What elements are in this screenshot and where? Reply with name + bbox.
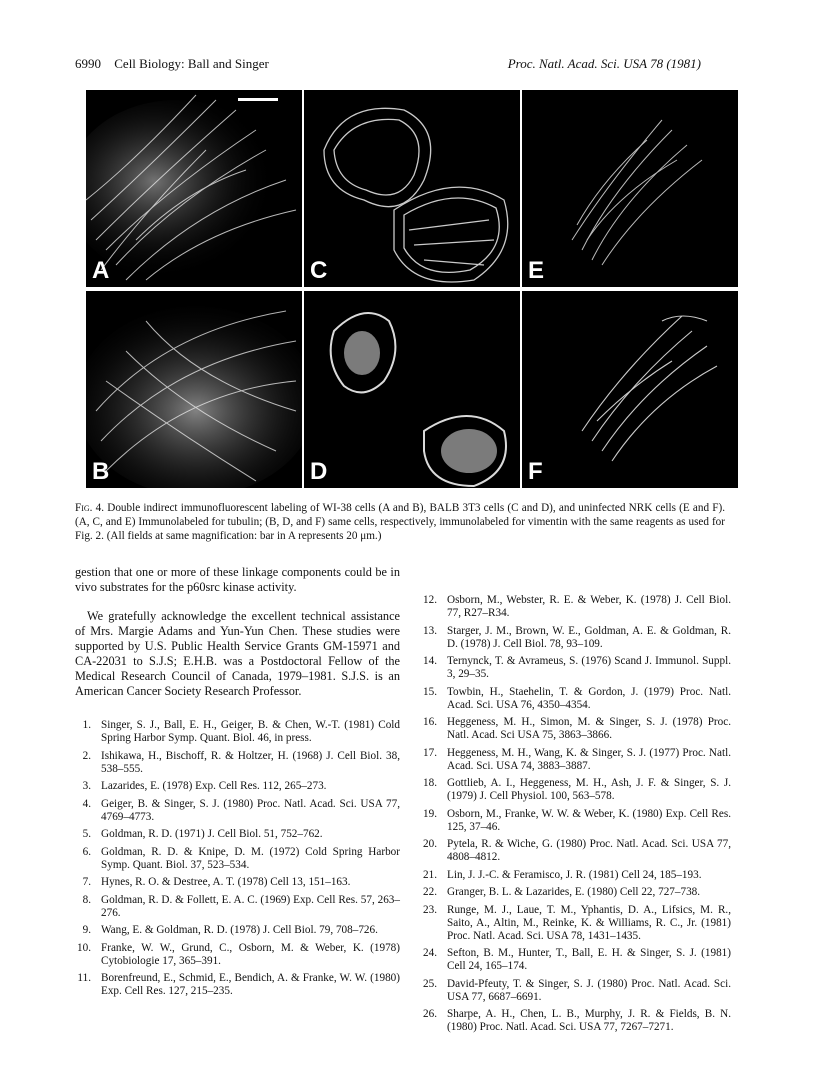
caption-text: Double indirect immunofluorescent labeling of WI-38 cells (A and B), BALB 3T3 cells (C and D), and uninfected NRK cells (E and F). (A, C, and E) Immunolabeled for tubulin; (B, D, and F) same cells, respectively, immunolabeled for vimentin with the same reagents as used for Fig. 2. (All fields at same magnification: bar in A represents 20 μm.) [75, 502, 725, 542]
figure-4 [86, 90, 738, 488]
fibrous-cell-image [522, 90, 738, 287]
fibrous-cell-image [522, 291, 738, 488]
reference-item: 10. Franke, W. W., Grund, C., Osborn, M. & Weber, K. (1978) Cytobiologie 17, 365–391. [77, 941, 400, 967]
figure-label: Fig. 4. [75, 502, 105, 514]
left-column [75, 565, 400, 1003]
reference-list [421, 594, 731, 1034]
reference-item: 5. Goldman, R. D. (1971) J. Cell Biol. 51, 752–762. [82, 828, 323, 840]
panel-e-micrograph [522, 90, 738, 287]
cell-outline-image [304, 90, 520, 287]
reference-item: 12. Osborn, M., Webster, R. E. & Weber, K. (1978) J. Cell Biol. 77, R27–R34. [423, 594, 731, 619]
reference-item: 24. Sefton, B. M., Hunter, T., Ball, E. H. & Singer, S. J. (1981) Cell 24, 165–174. [423, 947, 731, 972]
reference-item: 19. Osborn, M., Franke, W. W. & Weber, K. (1980) Exp. Cell Res. 125, 37–46. [423, 807, 731, 833]
panel-a-micrograph [86, 90, 302, 287]
running-header [75, 56, 701, 74]
acknowledgment-paragraph: We gratefully acknowledge the excellent technical assistance of Mrs. Margie Adams and Yun-Yun Chen. These studies were supported by U.S. Public Health Service Grants GM-15971 and CA-22031 to S.J.S; E.H.B. was a Postdoctoral Fellow of the Medical Research Council of Canada, 1979–1981. S.J.S. is an American Cancer Society Research Professor. [75, 609, 400, 698]
reference-item: 6. Goldman, R. D. & Knipe, D. M. (1972) Cold Spring Harbor Symp. Quant. Biol. 37, 523–534. [82, 845, 400, 871]
reference-item: 13. Starger, J. M., Brown, W. E., Goldman, A. E. & Goldman, R. D. (1978) J. Cell Biol. 78, 93–109. [423, 624, 731, 650]
page-number: 6990 [75, 56, 101, 71]
panel-label: C [310, 257, 328, 284]
cell-outline-image [304, 291, 520, 488]
reference-item: 22. Granger, B. L. & Lazarides, E. (1980) Cell 22, 727–738. [423, 886, 701, 898]
reference-item: 17. Heggeness, M. H., Wang, K. & Singer, S. J. (1977) Proc. Natl. Acad. Sci. USA 74, 3883–3887. [423, 746, 731, 772]
reference-item: 26. Sharpe, A. H., Chen, L. B., Murphy, J. R. & Fields, B. N. (1980) Proc. Natl. Acad. Sci. USA 77, 7267–7271. [423, 1008, 731, 1033]
fibrous-cell-image [86, 90, 302, 287]
reference-item: 9. Wang, E. & Goldman, R. D. (1978) J. Cell Biol. 79, 708–726. [82, 924, 378, 936]
continuation-paragraph: gestion that one or more of these linkage components could be in vivo substrates for the p60src kinase activity. [75, 565, 400, 594]
reference-item: 2. Ishikawa, H., Bischoff, R. & Holtzer, H. (1968) J. Cell Biol. 38, 538–555. [82, 749, 400, 775]
figure-caption [75, 501, 725, 543]
reference-item: 23. Runge, M. J., Laue, T. M., Yphantis, D. A., Lifsics, M. R., Saito, A., Altin, M., Reinke, K. & Williams, R. C., Jr. (1981) Proc. Natl. Acad. Sci. USA 78, 1431–1435. [423, 903, 731, 942]
reference-item: 16. Heggeness, M. H., Simon, M. & Singer, S. J. (1978) Proc. Natl. Acad. Sci USA 75, 3863–3866. [423, 716, 731, 741]
reference-item: 3. Lazarides, E. (1978) Exp. Cell Res. 112, 265–273. [82, 780, 327, 792]
fibrous-cell-image [86, 291, 302, 488]
panel-d-micrograph [304, 291, 520, 488]
reference-item: 11. Borenfreund, E., Schmid, E., Bendich, A. & Franke, W. W. (1980) Exp. Cell Res. 127, 215–235. [77, 972, 400, 997]
panel-b-micrograph [86, 291, 302, 488]
reference-item: 21. Lin, J. J.-C. & Feramisco, J. R. (1981) Cell 24, 185–193. [423, 868, 702, 881]
panel-f-micrograph [522, 291, 738, 488]
panel-c-micrograph [304, 90, 520, 287]
header-left [75, 56, 269, 72]
panel-label: A [92, 257, 110, 284]
reference-item: 15. Towbin, H., Staehelin, T. & Gordon, J. (1979) Proc. Natl. Acad. Sci. USA 76, 4350–4354. [423, 685, 731, 711]
reference-item: 1. Singer, S. J., Ball, E. H., Geiger, B. & Chen, W.-T. (1981) Cold Spring Harbor Symp. Quant. Biol. 46, in press. [82, 719, 400, 744]
panel-label: B [92, 458, 110, 485]
reference-item: 7. Hynes, R. O. & Destree, A. T. (1978) Cell 13, 151–163. [82, 876, 351, 888]
reference-item: 8. Goldman, R. D. & Follett, E. A. C. (1969) Exp. Cell Res. 57, 263–276. [82, 893, 400, 919]
panel-label: D [310, 458, 328, 485]
scale-bar [238, 98, 278, 101]
right-column [421, 594, 731, 1039]
journal-citation: Proc. Natl. Acad. Sci. USA 78 (1981) [507, 56, 701, 71]
reference-list [75, 719, 400, 998]
panel-label: F [528, 458, 543, 485]
section-title: Cell Biology: Ball and Singer [114, 56, 269, 71]
reference-item: 4. Geiger, B. & Singer, S. J. (1980) Proc. Natl. Acad. Sci. USA 77, 4769–4773. [82, 797, 400, 823]
reference-item: 25. David-Pfeuty, T. & Singer, S. J. (1980) Proc. Natl. Acad. Sci. USA 77, 6687–6691. [423, 977, 731, 1003]
reference-item: 14. Ternynck, T. & Avrameus, S. (1976) Scand J. Immunol. Suppl. 3, 29–35. [423, 655, 731, 680]
panel-label: E [528, 257, 545, 284]
reference-item: 20. Pytela, R. & Wiche, G. (1980) Proc. Natl. Acad. Sci. USA 77, 4808–4812. [423, 838, 731, 863]
reference-item: 18. Gottlieb, A. I., Heggeness, M. H., Ash, J. F. & Singer, S. J. (1979) J. Cell Physiol. 100, 563–578. [423, 777, 731, 802]
